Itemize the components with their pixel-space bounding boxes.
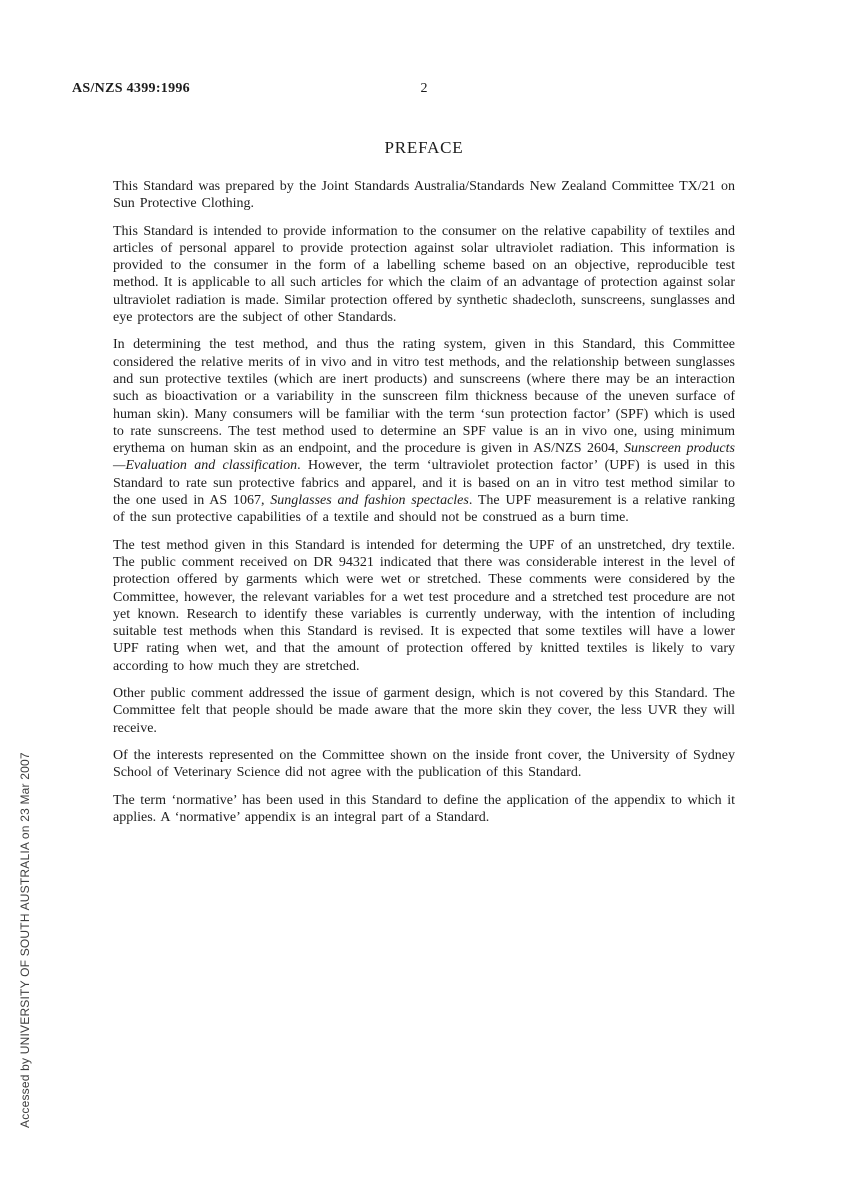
preface-title: PREFACE [384, 138, 464, 157]
paragraph [113, 685, 735, 737]
paragraph [113, 747, 735, 782]
access-watermark: Accessed by UNIVERSITY OF SOUTH AUSTRALIA on 23 Mar 2007 [18, 752, 32, 1128]
italic-run: Sunscreen products—Evaluation and classification [113, 441, 735, 474]
page-number: 2 [420, 81, 428, 96]
text-run: This Standard was prepared by the Joint Standards Australia/Standards New Zealand Committee TX/21 on Sun Protective Clothing. [113, 179, 735, 212]
paragraph [113, 223, 735, 327]
italic-run: Sunglasses and fashion spectacles [270, 493, 469, 509]
text-run: The test method given in this Standard is intended for determing the UPF of an unstretched, dry textile. The public comment received on DR 94321 indicated that there was considerable interest in the level of protection offered by garments which were wet or stretched. These comments were considered by the Committee, however, the relevant variables for a wet test procedure and a stretched test procedure are not yet known. Research to identify these variables is currently underway, with the intention of including suitable test methods when this Standard is revised. It is expected that some textiles will have a lower UPF rating when wet, and that the amount of protection offered by knitted textiles is likely to vary according to how much they are stretched. [113, 537, 735, 674]
text-run: This Standard is intended to provide information to the consumer on the relative capability of textiles and articles of personal apparel to provide protection against solar ultraviolet radiation. This information is provided to the consumer in the form of a labelling scheme based on an objective, reproducible test method. It is applicable to all such articles for which the claim of an advantage of protection against solar ultraviolet radiation is made. Similar protection offered by synthetic shadecloth, sunscreens, sunglasses and eye protectors are the subject of other Standards. [113, 223, 735, 326]
running-header [72, 81, 776, 99]
paragraph [113, 336, 735, 526]
paragraph [113, 178, 735, 213]
text-run: Of the interests represented on the Committee shown on the inside front cover, the University of Sydney School of Veterinary Science did not agree with the publication of this Standard. [113, 747, 735, 781]
text-run: The term ‘normative’ has been used in this Standard to define the application of the appendix to which it applies. A ‘normative’ appendix is an integral part of a Standard. [113, 792, 735, 825]
text-run: Other public comment addressed the issue of garment design, which is not covered by this Standard. The Committee felt that people should be made aware that the more skin they cover, the less UVR they will receive. [113, 686, 735, 736]
paragraph [113, 537, 735, 675]
document-body [113, 178, 735, 836]
doc-number: AS/NZS 4399:1996 [72, 81, 190, 96]
text-run: In determining the test method, and thus the rating system, given in this Standard, this Committee considered the relative merits of in vivo and in vitro test methods, and the relationship between sunglasses and sun protective textiles (which are inert products) and sunscreens (where there may be an interaction such as bioactivation or a variability in the sunscreen film thickness because of the uneven surface of human skin). Many consumers will be familiar with the term ‘sun protection factor’ (SPF) which is used to rate sunscreens. The test method used to determine an SPF value is an in vivo one, using minimum erythema on human skin as an endpoint, and the procedure is given in AS/NZS 2604, [113, 337, 735, 457]
paragraph [113, 792, 735, 827]
text-run: . However, the term ‘ultraviolet protection factor’ (UPF) is used in this Standard to rate sun protective fabrics and apparel, and it is based on an in vitro test method similar to the one used in AS 1067, [113, 458, 735, 509]
text-run: . The UPF measurement is a relative ranking of the sun protective capabilities of a textile and should not be construed as a burn time. [113, 493, 736, 526]
